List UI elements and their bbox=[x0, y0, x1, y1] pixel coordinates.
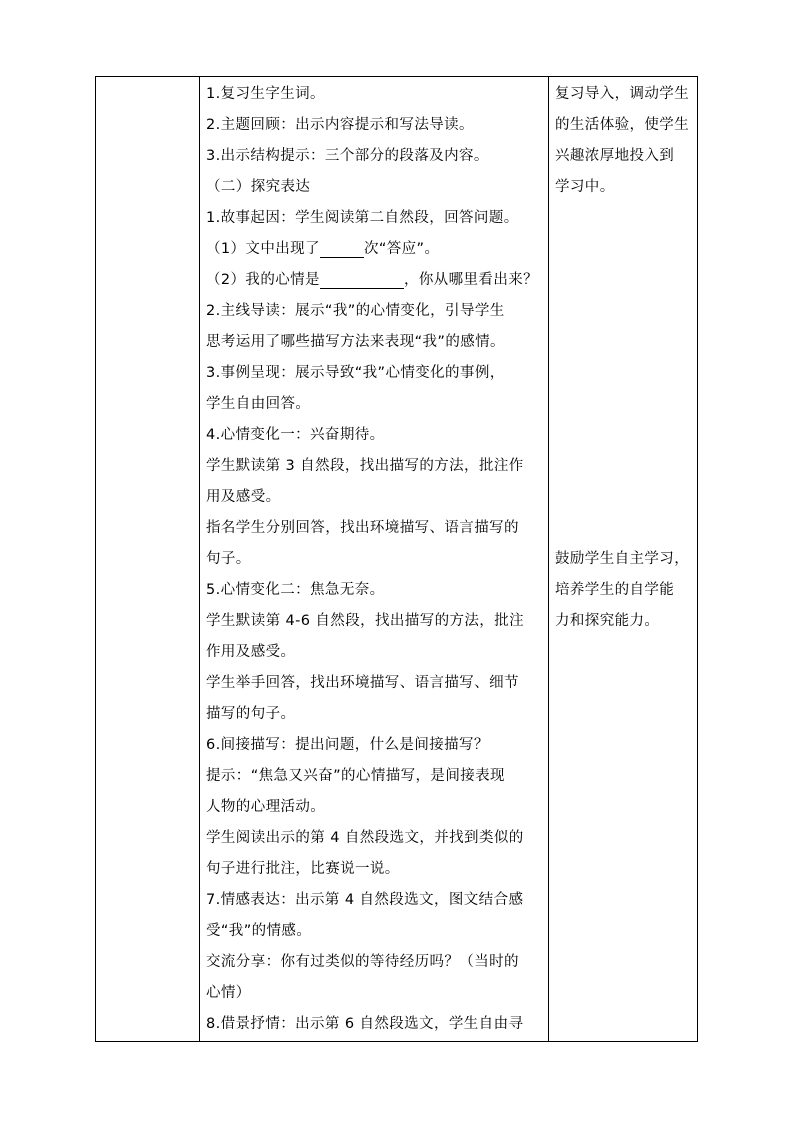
text-line: 3.出示结构提示：三个部分的段落及内容。 bbox=[206, 148, 489, 164]
question-text: （2）我的心情是 bbox=[206, 272, 320, 288]
text-line: 培养学生的自学能 bbox=[555, 582, 675, 598]
text-line: 思考运用了哪些描写方法来表现“我”的感情。 bbox=[206, 334, 505, 350]
text-line: 学生阅读出示的第 4 自然段选文，并找到类似的 bbox=[206, 830, 524, 846]
text-line: 8.借景抒情：出示第 6 自然段选文，学生自由寻 bbox=[206, 1016, 524, 1032]
text-line: 提示：“焦急又兴奋”的心情描写，是间接表现 bbox=[206, 768, 505, 784]
text-line: 交流分享：你有过类似的等待经历吗？（当时的 bbox=[206, 954, 519, 970]
text-line: 复习导入，调动学生 bbox=[555, 86, 690, 102]
lesson-plan-table bbox=[95, 76, 698, 1042]
text-line: 2.主题回顾：出示内容提示和写法导读。 bbox=[206, 117, 474, 133]
design-intent-column bbox=[555, 79, 695, 637]
text-line: 力和探究能力。 bbox=[555, 613, 660, 629]
text-line: 6.间接描写：提出问题，什么是间接描写？ bbox=[206, 737, 489, 753]
text-line: 心情） bbox=[206, 985, 251, 1001]
text-line: 兴趣浓厚地投入到 bbox=[555, 148, 675, 164]
text-line: 学生默读第 3 自然段，找出描写的方法，批注作 bbox=[206, 458, 524, 474]
text-line: 5.心情变化二：焦急无奈。 bbox=[206, 582, 385, 598]
question-text: （1）文中出现了 bbox=[206, 241, 320, 257]
text-line: 1.故事起因：学生阅读第二自然段，回答问题。 bbox=[206, 210, 519, 226]
text-line: 的生活体验，使学生 bbox=[555, 117, 690, 133]
question-line bbox=[206, 234, 548, 265]
column-divider-right bbox=[548, 77, 549, 1041]
text-line: 学生举手回答，找出环境描写、语言描写、细节 bbox=[206, 675, 519, 691]
text-line: 受“我”的情感。 bbox=[206, 923, 312, 939]
question-line bbox=[206, 265, 548, 296]
text-line: 句子进行批注，比赛说一说。 bbox=[206, 861, 400, 877]
text-line: 7.情感表达：出示第 4 自然段选文，图文结合感 bbox=[206, 892, 524, 908]
text-line: 作用及感受。 bbox=[206, 644, 296, 660]
text-line: 鼓励学生自主学习， bbox=[555, 551, 690, 567]
text-line: 学生默读第 4-6 自然段，找出描写的方法，批注 bbox=[206, 613, 524, 629]
teaching-process-column bbox=[206, 79, 548, 1040]
text-line: 3.事例呈现：展示导致“我”心情变化的事例， bbox=[206, 365, 505, 381]
question-text: 次“答应”。 bbox=[363, 241, 440, 257]
text-line: 4.心情变化一：兴奋期待。 bbox=[206, 427, 385, 443]
question-text: ，你从哪里看出来？ bbox=[403, 272, 539, 288]
text-line: 人物的心理活动。 bbox=[206, 799, 326, 815]
answer-blank bbox=[320, 270, 404, 289]
answer-blank bbox=[320, 239, 364, 258]
text-line: 学生自由回答。 bbox=[206, 396, 311, 412]
text-line: 学习中。 bbox=[555, 179, 615, 195]
text-line: 用及感受。 bbox=[206, 489, 281, 505]
text-line: 描写的句子。 bbox=[206, 706, 296, 722]
text-line: 2.主线导读：展示“我”的心情变化，引导学生 bbox=[206, 303, 505, 319]
section-heading: （二）探究表达 bbox=[206, 179, 311, 195]
text-line: 指名学生分别回答，找出环境描写、语言描写的 bbox=[206, 520, 519, 536]
column-divider-left bbox=[199, 77, 200, 1041]
text-line: 句子。 bbox=[206, 551, 251, 567]
text-line: 1.复习生字生词。 bbox=[206, 86, 325, 102]
